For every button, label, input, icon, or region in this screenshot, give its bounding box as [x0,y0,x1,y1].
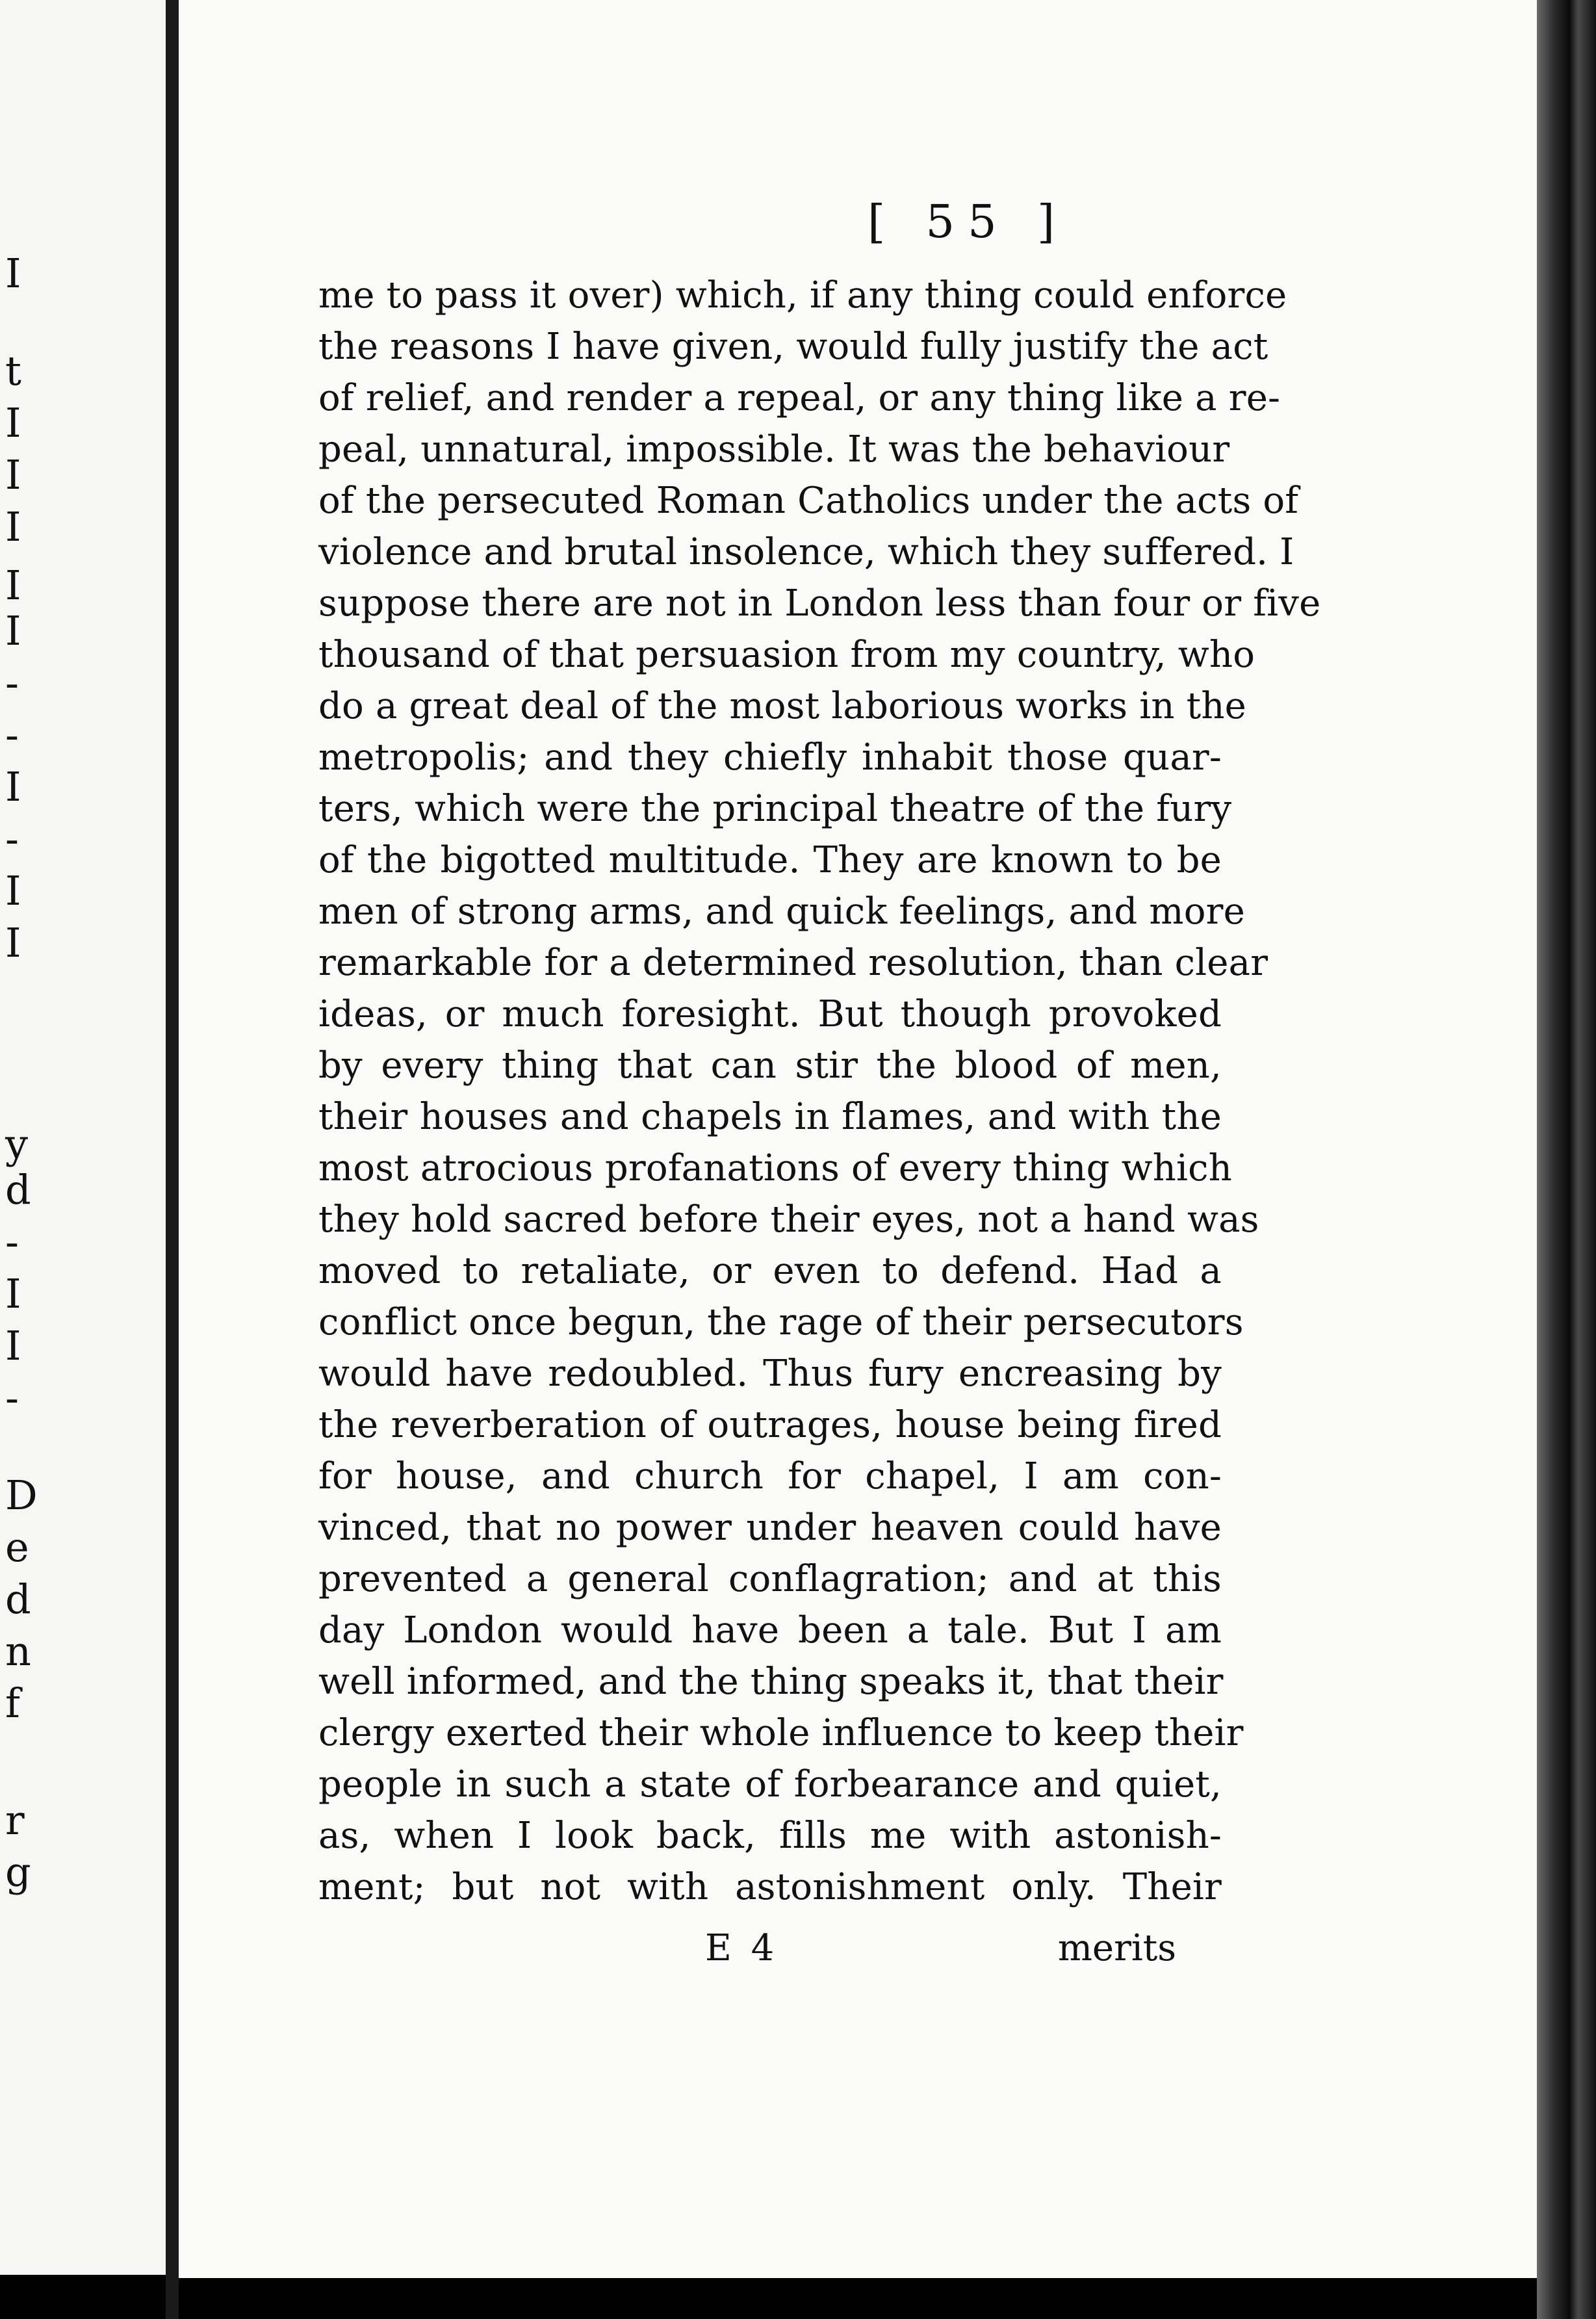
text-line: clergy exerted their whole influence to keep their [318,1712,1244,1754]
text-line: of the bigotted multitude. They are known to be [318,839,1222,881]
text-line: conflict once begun, the rage of their persecutors [318,1301,1244,1343]
margin-char: I [5,451,21,499]
text-line: thousand of that persuasion from my country, who [318,634,1255,676]
text-line: well informed, and the thing speaks it, that their [318,1661,1224,1703]
text-line: people in such a state of forbearance and quiet, [318,1763,1222,1806]
page-footer [318,1927,1176,1979]
text-line: suppose there are not in London less than four or five [318,582,1321,625]
text-line: of the persecuted Roman Catholics under the acts of [318,480,1299,522]
text-line: the reverberation of outrages, house being fired [318,1404,1222,1446]
text-line: their houses and chapels in flames, and with the [318,1096,1222,1138]
signature-mark: E 4 [705,1927,779,1969]
text-line: men of strong arms, and quick feelings, and more [318,890,1245,933]
margin-char: n [5,1627,31,1675]
text-line: prevented a general conflagration; and at this [318,1558,1222,1600]
margin-char: - [5,1218,19,1265]
left-page-fragment [0,0,170,2275]
margin-char: f [5,1679,20,1727]
text-line: they hold sacred before their eyes, not a hand was [318,1198,1259,1241]
text-line: day London would have been a tale. But I am [318,1609,1222,1652]
margin-char: r [5,1796,25,1844]
text-line: of relief, and render a repeal, or any thing like a re- [318,377,1281,419]
text-line: moved to retaliate, or even to defend. Had a [318,1250,1222,1292]
text-line: ideas, or much foresight. But though provoked [318,993,1222,1035]
margin-char: I [5,1322,21,1369]
text-line: the reasons I have given, would fully justify the act [318,326,1268,368]
margin-char: I [5,867,21,914]
margin-char: - [5,1374,19,1421]
text-line: would have redoubled. Thus fury encreasing by [318,1353,1222,1395]
margin-char: I [5,919,21,966]
page-edge [1537,0,1596,2319]
margin-char: I [5,399,21,447]
catchword: merits [1057,1927,1176,1969]
margin-char: I [5,1270,21,1317]
margin-char: y [5,1121,29,1168]
margin-char: t [5,347,21,395]
text-line: violence and brutal insolence, which they suffered. I [318,531,1294,573]
page-number-header: [ 55 ] [868,195,1068,248]
margin-char: I [5,607,21,654]
margin-char: e [5,1523,29,1571]
text-line: ters, which were the principal theatre of the fury [318,788,1232,830]
text-line: me to pass it over) which, if any thing could enforce [318,274,1287,317]
margin-char: - [5,711,19,758]
text-line: peal, unnatural, impossible. It was the behaviour [318,428,1230,471]
text-line: as, when I look back, fills me with astonish- [318,1815,1222,1857]
margin-char: g [5,1848,31,1896]
margin-char: d [5,1575,31,1623]
text-line: for house, and church for chapel, I am con- [318,1455,1222,1497]
margin-char: - [5,815,19,862]
body-text [318,270,1321,1913]
text-line: metropolis; and they chiefly inhabit those quar- [318,736,1222,779]
text-line: do a great deal of the most laborious works in the [318,685,1246,727]
margin-char: I [5,503,21,551]
margin-char: I [5,250,21,297]
text-line: most atrocious profanations of every thing which [318,1147,1232,1189]
text-line: ment; but not with astonishment only. Their [318,1866,1222,1908]
margin-char: D [5,1471,38,1519]
text-line: remarkable for a determined resolution, than clear [318,942,1268,984]
margin-char: - [5,659,19,706]
text-line: by every thing that can stir the blood of men, [318,1044,1222,1087]
book-gutter [166,0,179,2319]
margin-char: I [5,763,21,810]
text-line: vinced, that no power under heaven could have [318,1507,1222,1549]
margin-char: d [5,1166,31,1213]
margin-char: I [5,562,21,609]
